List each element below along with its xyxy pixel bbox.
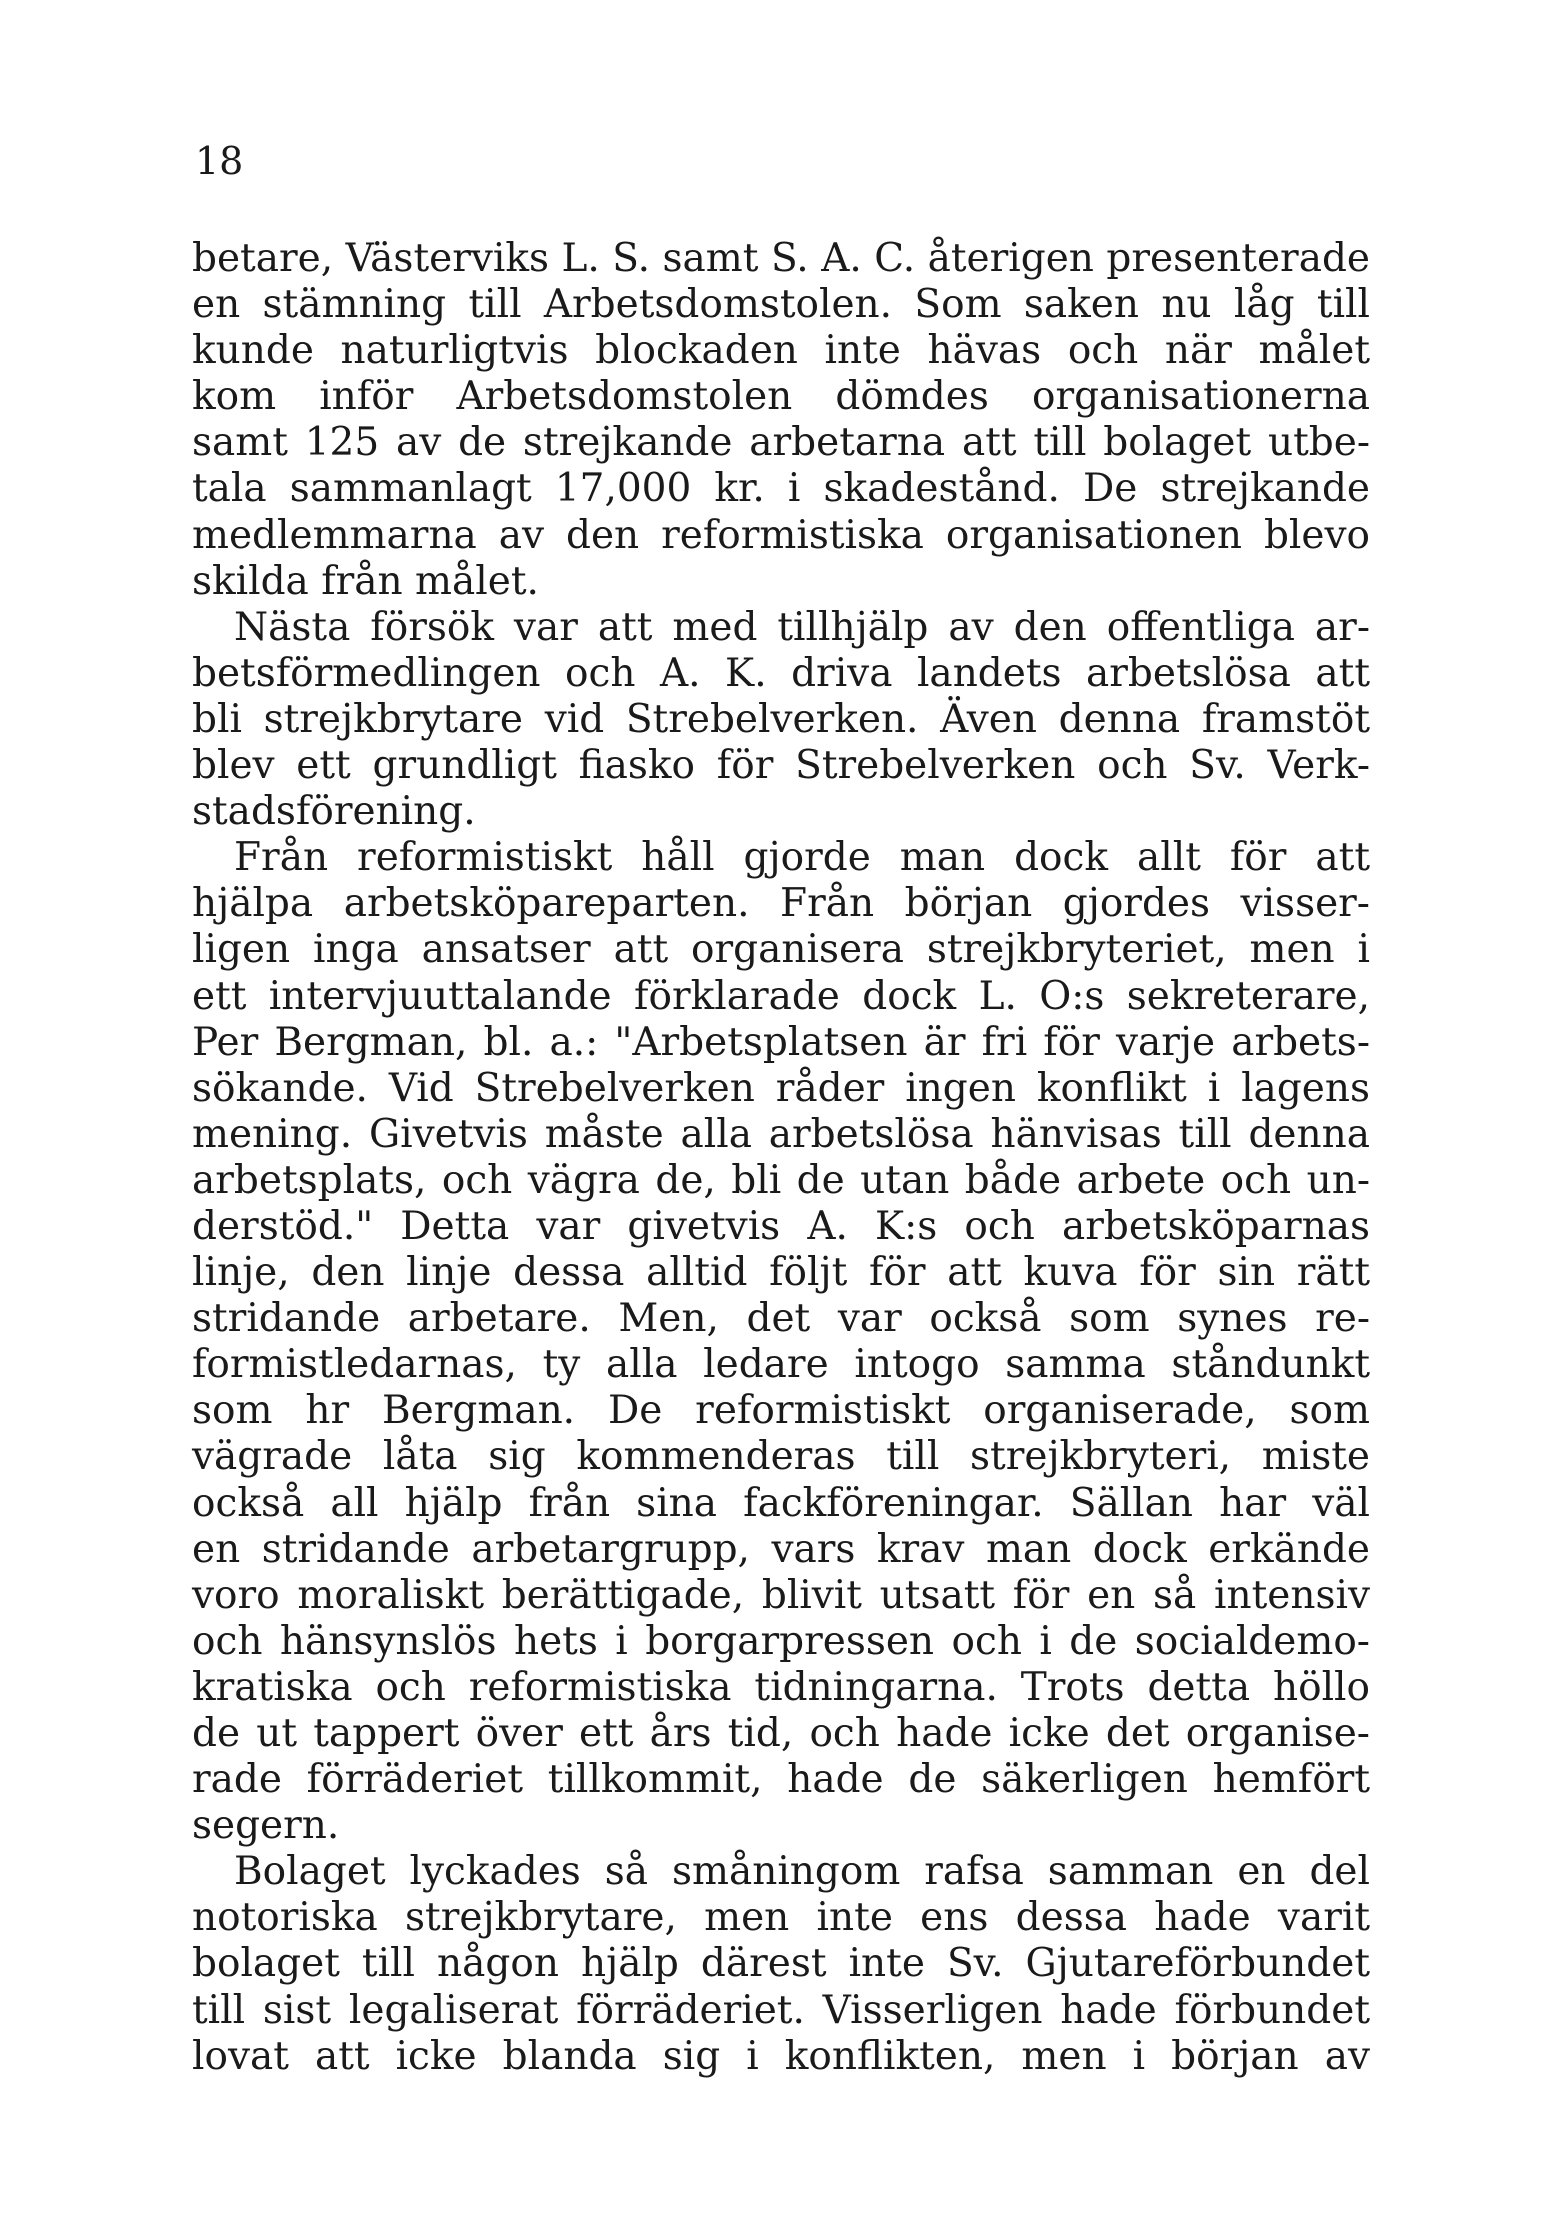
text-line: derstöd." Detta var givetvis A. K:s och arbetsköparnas xyxy=(192,1203,1370,1249)
text-line: rade förräderiet tillkommit, hade de säkerligen hemfört xyxy=(192,1757,1370,1803)
text-line: betare, Västerviks L. S. samt S. A. C. återigen presenterade xyxy=(192,236,1370,281)
text-line: linje, den linje dessa alltid följt för att kuva för sin rätt xyxy=(192,1250,1370,1296)
text-line: samt 125 av de strejkande arbetarna att till bolaget utbe- xyxy=(192,420,1370,466)
text-line: mening. Givetvis måste alla arbetslösa hänvisas till denna xyxy=(192,1111,1370,1157)
text-line: arbetsplats, och vägra de, bli de utan både arbete och un- xyxy=(192,1157,1370,1203)
text-line: bli strejkbrytare vid Strebelverken. Även denna framstöt xyxy=(192,696,1370,742)
page-number: 18 xyxy=(195,139,244,183)
text-line: stadsförening. xyxy=(192,789,476,835)
text-line: segern. xyxy=(192,1803,340,1849)
text-line: som hr Bergman. De reformistiskt organiserade, som xyxy=(192,1388,1370,1434)
text-line: Nästa försök var att med tillhjälp av den offentliga ar- xyxy=(234,604,1370,650)
text-line: Från reformistiskt håll gjorde man dock allt för att xyxy=(234,835,1370,881)
text-line: notoriska strejkbrytare, men inte ens dessa hade varit xyxy=(192,1895,1370,1941)
text-line: skilda från målet. xyxy=(192,558,539,604)
text-line: bolaget till någon hjälp därest inte Sv. Gjutareförbundet xyxy=(192,1941,1370,1987)
text-line: Bolaget lyckades så småningom rafsa samman en del xyxy=(234,1849,1370,1895)
body-text xyxy=(192,236,1370,2080)
text-line: sökande. Vid Strebelverken råder ingen konflikt i lagens xyxy=(192,1065,1370,1111)
text-line: till sist legaliserat förräderiet. Visserligen hade förbundet xyxy=(192,1987,1370,2033)
text-line: hjälpa arbetsköpareparten. Från början gjordes visser- xyxy=(192,881,1370,927)
text-line: lovat att icke blanda sig i konflikten, men i början av xyxy=(192,2033,1370,2079)
text-line: ett intervjuuttalande förklarade dock L. O:s sekreterare, xyxy=(192,973,1370,1019)
text-line: formistledarnas, ty alla ledare intogo samma ståndunkt xyxy=(192,1342,1370,1388)
text-line: betsförmedlingen och A. K. driva landets arbetslösa att xyxy=(192,650,1370,696)
text-line: medlemmarna av den reformistiska organisationen blevo xyxy=(192,512,1370,558)
text-line: en stämning till Arbetsdomstolen. Som saken nu låg till xyxy=(192,282,1370,328)
text-line: voro moraliskt berättigade, blivit utsatt för en så intensiv xyxy=(192,1572,1370,1618)
text-line: stridande arbetare. Men, det var också som synes re- xyxy=(192,1296,1370,1342)
text-line: Per Bergman, bl. a.: "Arbetsplatsen är fri för varje arbets- xyxy=(192,1019,1370,1065)
text-line: och hänsynslös hets i borgarpressen och i de socialdemo- xyxy=(192,1618,1370,1664)
text-line: tala sammanlagt 17,000 kr. i skadestånd. De strejkande xyxy=(192,466,1370,512)
text-line: ligen inga ansatser att organisera strejkbryteriet, men i xyxy=(192,927,1370,973)
text-line: en stridande arbetargrupp, vars krav man dock erkände xyxy=(192,1526,1370,1572)
text-line: vägrade låta sig kommenderas till strejkbryteri, miste xyxy=(192,1434,1370,1480)
text-line: kom inför Arbetsdomstolen dömdes organisationerna xyxy=(192,374,1370,420)
text-line: också all hjälp från sina fackföreningar. Sällan har väl xyxy=(192,1480,1370,1526)
text-line: de ut tappert över ett års tid, och hade icke det organise- xyxy=(192,1711,1370,1756)
text-line: kratiska och reformistiska tidningarna. Trots detta höllo xyxy=(192,1664,1370,1710)
text-line: blev ett grundligt fiasko för Strebelverken och Sv. Verk- xyxy=(192,743,1370,789)
text-line: kunde naturligtvis blockaden inte hävas och när målet xyxy=(192,328,1370,374)
